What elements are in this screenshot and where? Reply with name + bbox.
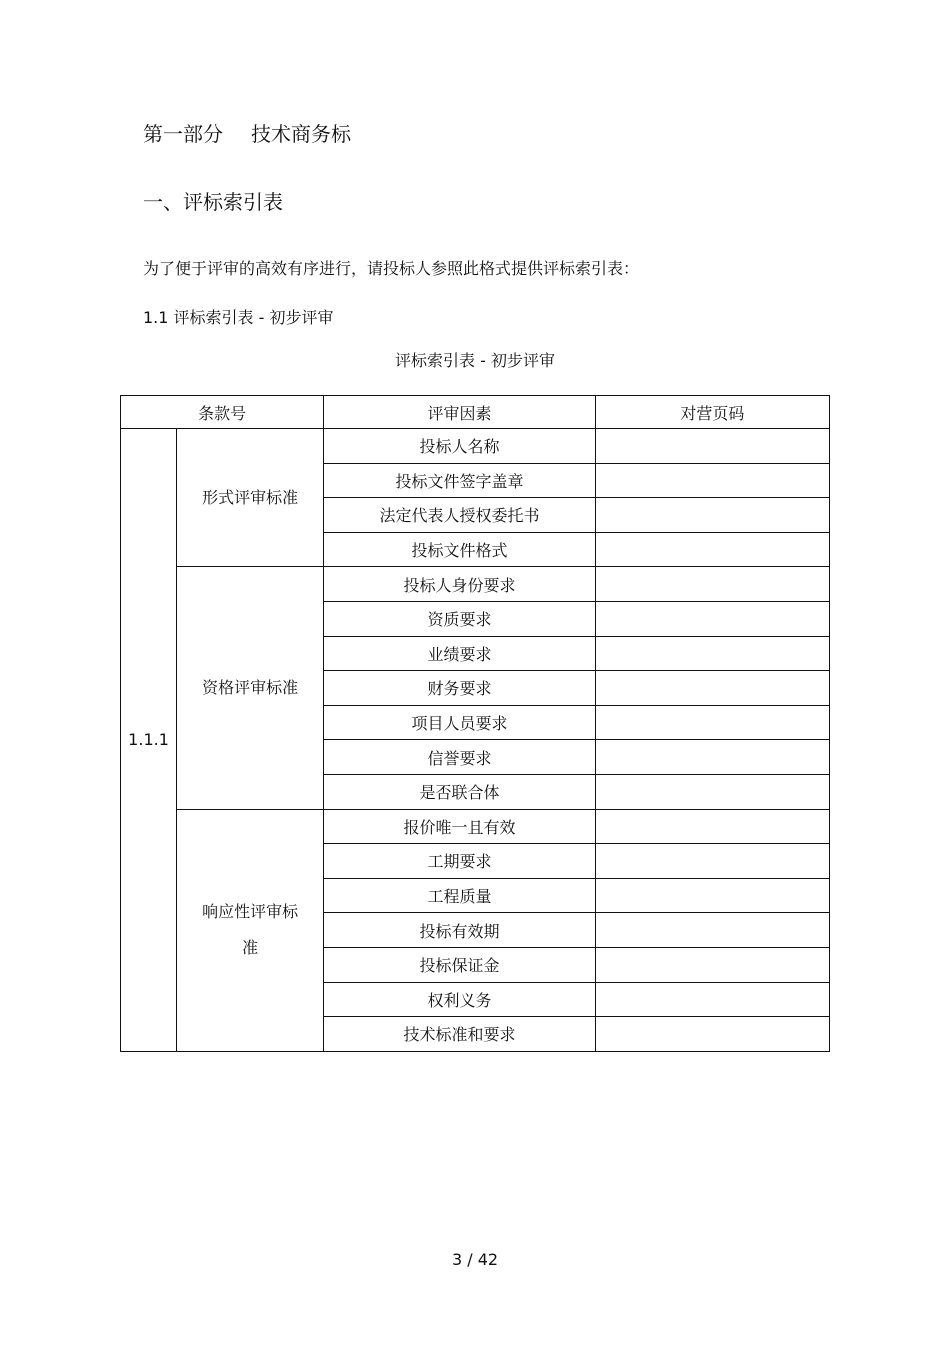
table-header-row bbox=[121, 396, 830, 429]
factor-cell: 技术标准和要求 bbox=[324, 1017, 595, 1052]
factor-cell: 投标有效期 bbox=[324, 913, 595, 948]
page-cell[interactable] bbox=[595, 671, 829, 706]
factor-cell: 投标人身份要求 bbox=[324, 567, 595, 602]
intro-paragraph: 为了便于评审的高效有序进行，请投标人参照此格式提供评标索引表： bbox=[143, 259, 640, 278]
page-cell[interactable] bbox=[595, 878, 829, 913]
header-page: 对营页码 bbox=[595, 396, 829, 429]
header-clause: 条款号 bbox=[121, 396, 324, 429]
factor-cell: 投标文件格式 bbox=[324, 532, 595, 567]
page-cell[interactable] bbox=[595, 705, 829, 740]
factor-cell: 信誉要求 bbox=[324, 740, 595, 775]
table-row bbox=[121, 567, 830, 602]
part-label: 第一部分 bbox=[143, 122, 223, 146]
page-cell[interactable] bbox=[595, 982, 829, 1017]
factor-cell: 资质要求 bbox=[324, 601, 595, 636]
factor-cell: 权利义务 bbox=[324, 982, 595, 1017]
factor-cell: 工程质量 bbox=[324, 878, 595, 913]
page-cell[interactable] bbox=[595, 463, 829, 498]
page-cell[interactable] bbox=[595, 567, 829, 602]
section-title: 一、评标索引表 bbox=[143, 190, 283, 214]
page-total: 42 bbox=[477, 1250, 499, 1269]
factor-cell: 投标保证金 bbox=[324, 947, 595, 982]
category-cell bbox=[177, 429, 324, 567]
category-cell bbox=[177, 567, 324, 809]
factor-cell: 是否联合体 bbox=[324, 774, 595, 809]
factor-cell: 法定代表人授权委托书 bbox=[324, 498, 595, 533]
page-separator: / bbox=[467, 1250, 473, 1269]
category-label: 响应性评审标 准 bbox=[202, 902, 299, 958]
page-cell[interactable] bbox=[595, 809, 829, 844]
part-heading bbox=[143, 118, 351, 147]
factor-cell: 财务要求 bbox=[324, 671, 595, 706]
page-cell[interactable] bbox=[595, 601, 829, 636]
page-cell[interactable] bbox=[595, 429, 829, 464]
category-label: 形式评审标准 bbox=[202, 487, 299, 507]
table-row bbox=[121, 809, 830, 844]
subsection-title: 1.1 评标索引表 - 初步评审 bbox=[143, 308, 334, 327]
page-cell[interactable] bbox=[595, 774, 829, 809]
page-cell[interactable] bbox=[595, 636, 829, 671]
factor-cell: 投标人名称 bbox=[324, 429, 595, 464]
page-cell[interactable] bbox=[595, 844, 829, 879]
factor-cell: 工期要求 bbox=[324, 844, 595, 879]
page-footer bbox=[0, 1250, 950, 1269]
page-cell[interactable] bbox=[595, 913, 829, 948]
clause-number-cell: 1.1.1 bbox=[121, 429, 177, 1052]
page-cell[interactable] bbox=[595, 1017, 829, 1052]
header-factor: 评审因素 bbox=[324, 396, 595, 429]
factor-cell: 业绩要求 bbox=[324, 636, 595, 671]
page-cell[interactable] bbox=[595, 740, 829, 775]
category-cell bbox=[177, 809, 324, 1051]
page-number: 3 bbox=[451, 1250, 463, 1269]
table-caption: 评标索引表 - 初步评审 bbox=[395, 351, 555, 370]
factor-cell: 报价唯一且有效 bbox=[324, 809, 595, 844]
page-cell[interactable] bbox=[595, 947, 829, 982]
evaluation-index-table bbox=[120, 395, 830, 1052]
factor-cell: 项目人员要求 bbox=[324, 705, 595, 740]
page-cell[interactable] bbox=[595, 532, 829, 567]
table-row bbox=[121, 429, 830, 464]
factor-cell: 投标文件签字盖章 bbox=[324, 463, 595, 498]
category-label: 资格评审标准 bbox=[202, 677, 299, 697]
part-title: 技术商务标 bbox=[251, 122, 351, 146]
page-cell[interactable] bbox=[595, 498, 829, 533]
